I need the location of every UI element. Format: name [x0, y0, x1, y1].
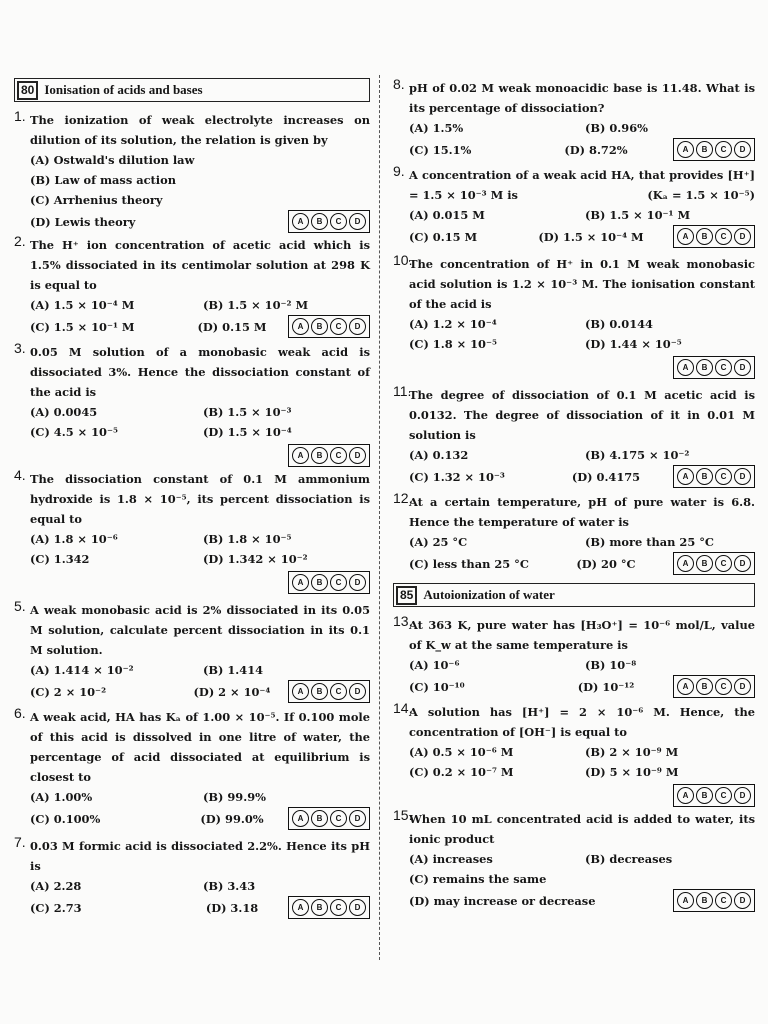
bubble-a[interactable]: A	[292, 683, 309, 700]
answer-bubbles	[288, 896, 370, 919]
option-b[interactable]: (B) more than 25 °C	[585, 535, 714, 549]
options	[409, 742, 755, 782]
bubble-a[interactable]: A	[292, 574, 309, 591]
bubble-d[interactable]: D	[734, 555, 751, 572]
question-stem: pH of 0.02 M weak monoacidic base is 11.48. What is its percentage of dissociation?	[409, 81, 755, 115]
options	[30, 529, 370, 569]
question-stem: The H⁺ ion concentration of acetic acid which is 1.5% dissociated in its centimolar solution at 298 K is equal to	[30, 238, 370, 292]
bubble-c[interactable]: C	[715, 678, 732, 695]
bubble-c[interactable]: C	[715, 228, 732, 245]
bubble-d[interactable]: D	[349, 899, 366, 916]
question-number: 3.	[14, 340, 26, 356]
options	[30, 295, 370, 315]
answer-bubbles	[288, 807, 370, 830]
answer-bubbles	[673, 138, 755, 161]
option-a[interactable]: (A) 1.2 × 10⁻⁴	[409, 317, 497, 331]
section-number: 85	[396, 586, 417, 605]
question-stem: When 10 mL concentrated acid is added to water, its ionic product	[409, 812, 755, 846]
option-d[interactable]: (D) 20 °C	[576, 556, 636, 571]
question-number: 12.	[393, 490, 413, 506]
ka-note: (Kₐ = 1.5 × 10⁻⁵)	[647, 188, 755, 202]
option-d[interactable]: (D) 99.0%	[200, 811, 264, 826]
option-c[interactable]: (C) 0.15 M	[409, 229, 478, 244]
options	[409, 532, 755, 552]
bubble-b[interactable]: B	[311, 810, 328, 827]
options	[409, 118, 755, 138]
bubble-b[interactable]: B	[311, 318, 328, 335]
bubble-c[interactable]: C	[330, 810, 347, 827]
left-column	[14, 78, 370, 919]
option-c[interactable]: (C) 15.1%	[409, 142, 472, 157]
question-number: 6.	[14, 705, 26, 721]
bubble-b[interactable]: B	[696, 678, 713, 695]
question-4	[14, 469, 370, 594]
option-d[interactable]: (D) 10⁻¹²	[577, 679, 635, 694]
question-stem: The degree of dissociation of 0.1 M acetic acid is 0.0132. The degree of dissociation of it in 0.01 M solution is	[409, 388, 755, 442]
bubble-b[interactable]: B	[696, 787, 713, 804]
question-stem: The ionization of weak electrolyte increases on dilution of its solution, the relation is given by	[30, 113, 370, 147]
options	[409, 655, 755, 675]
question-12	[393, 492, 755, 575]
question-11	[393, 385, 755, 488]
bubble-a[interactable]: A	[677, 141, 694, 158]
answer-bubbles	[288, 444, 370, 467]
option-a[interactable]: (A) 1.00%	[30, 790, 93, 804]
option-d[interactable]: (D) 1.5 × 10⁻⁴ M	[538, 229, 644, 244]
bubble-b[interactable]: B	[696, 141, 713, 158]
bubble-d[interactable]: D	[349, 213, 366, 230]
option-b[interactable]: (B) 0.96%	[585, 121, 648, 135]
bubble-a[interactable]: A	[292, 810, 309, 827]
option-b[interactable]: (B) 99.9%	[203, 790, 266, 804]
column-divider	[379, 75, 380, 960]
option-b[interactable]: (B) 4.175 × 10⁻²	[585, 448, 690, 462]
option-a[interactable]: (A) Ostwald's dilution law	[30, 153, 195, 167]
bubble-c[interactable]: C	[330, 899, 347, 916]
bubble-b[interactable]: B	[311, 447, 328, 464]
option-b[interactable]: (B) 1.5 × 10⁻¹ M	[585, 208, 691, 222]
bubble-c[interactable]: C	[330, 683, 347, 700]
bubble-a[interactable]: A	[292, 213, 309, 230]
bubble-d[interactable]: D	[349, 683, 366, 700]
option-b[interactable]: (B) 3.43	[203, 879, 256, 893]
bubble-c[interactable]: C	[715, 555, 732, 572]
question-number: 8.	[393, 76, 405, 92]
option-d[interactable]: (D) 1.342 × 10⁻²	[203, 552, 308, 566]
option-c[interactable]: (C) remains the same	[409, 872, 547, 886]
question-stem: 0.05 M solution of a monobasic weak acid is dissociated 3%. Hence the dissociation constant of the acid is	[30, 345, 370, 399]
option-c[interactable]: (C) 0.100%	[30, 811, 101, 826]
bubble-c[interactable]: C	[330, 318, 347, 335]
options	[30, 402, 370, 442]
question-2	[14, 235, 370, 338]
option-b[interactable]: (B) 2 × 10⁻⁹ M	[585, 745, 679, 759]
bubble-c[interactable]: C	[715, 787, 732, 804]
bubble-c[interactable]: C	[715, 359, 732, 376]
option-c[interactable]: (C) 2.73	[30, 900, 82, 915]
bubble-a[interactable]: A	[677, 555, 694, 572]
question-stem: At a certain temperature, pH of pure water is 6.8. Hence the temperature of water is	[409, 495, 755, 529]
option-c[interactable]: (C) 4.5 × 10⁻⁵	[30, 425, 118, 439]
bubble-d[interactable]: D	[734, 678, 751, 695]
bubble-d[interactable]: D	[349, 574, 366, 591]
option-b[interactable]: (B) Law of mass action	[30, 173, 177, 187]
option-b[interactable]: (B) decreases	[585, 852, 673, 866]
question-stem: The dissociation constant of 0.1 M ammonium hydroxide is 1.8 × 10⁻⁵, its percent dissociation is equal to	[30, 472, 370, 526]
options	[30, 876, 370, 896]
option-d[interactable]: (D) may increase or decrease	[409, 893, 596, 908]
answer-bubbles	[288, 315, 370, 338]
options	[30, 150, 370, 210]
bubble-c[interactable]: C	[715, 141, 732, 158]
question-number: 9.	[393, 163, 405, 179]
option-a[interactable]: (A) increases	[409, 852, 493, 866]
option-b[interactable]: (B) 1.5 × 10⁻³	[203, 405, 292, 419]
question-number: 7.	[14, 834, 26, 850]
bubble-b[interactable]: B	[696, 892, 713, 909]
option-d[interactable]: (D) 0.4175	[571, 469, 641, 484]
bubble-b[interactable]: B	[311, 574, 328, 591]
answer-bubbles	[673, 552, 755, 575]
question-number: 15.	[393, 807, 413, 823]
bubble-a[interactable]: A	[292, 447, 309, 464]
bubble-d[interactable]: D	[734, 228, 751, 245]
question-9	[393, 165, 755, 248]
option-c[interactable]: (C) 10⁻¹⁰	[409, 679, 465, 694]
answer-bubbles	[288, 210, 370, 233]
option-a[interactable]: (A) 0.0045	[30, 405, 98, 419]
bubble-a[interactable]: A	[677, 892, 694, 909]
section-title: Autoionization of water	[423, 587, 555, 602]
bubble-d[interactable]: D	[734, 787, 751, 804]
option-d[interactable]: (D) 5 × 10⁻⁹ M	[585, 765, 679, 779]
answer-bubbles	[673, 675, 755, 698]
bubble-c[interactable]: C	[330, 447, 347, 464]
option-c[interactable]: (C) less than 25 °C	[409, 556, 529, 571]
bubble-a[interactable]: A	[677, 678, 694, 695]
options	[30, 660, 370, 680]
question-stem: At 363 K, pure water has [H₃O⁺] = 10⁻⁶ mol/L, value of K_w at the same temperature is	[409, 618, 755, 652]
bubble-d[interactable]: D	[349, 318, 366, 335]
option-c[interactable]: (C) 0.2 × 10⁻⁷ M	[409, 765, 514, 779]
answer-bubbles	[673, 889, 755, 912]
option-a[interactable]: (A) 0.5 × 10⁻⁶ M	[409, 745, 514, 759]
question-13	[393, 615, 755, 698]
bubble-a[interactable]: A	[677, 787, 694, 804]
option-d[interactable]: (D) 0.15 M	[197, 319, 267, 334]
options	[409, 205, 755, 225]
bubble-b[interactable]: B	[311, 213, 328, 230]
option-d[interactable]: (D) Lewis theory	[30, 214, 136, 229]
options	[409, 849, 755, 869]
option-a[interactable]: (A) 2.28	[30, 879, 82, 893]
bubble-b[interactable]: B	[696, 228, 713, 245]
bubble-d[interactable]: D	[349, 447, 366, 464]
bubble-b[interactable]: B	[696, 468, 713, 485]
question-number: 10.	[393, 252, 413, 268]
question-number: 11.	[393, 383, 412, 399]
question-3	[14, 342, 370, 467]
option-c[interactable]: (C) 2 × 10⁻²	[30, 684, 107, 699]
option-c[interactable]: (C) 1.5 × 10⁻¹ M	[30, 319, 135, 334]
option-a[interactable]: (A) 10⁻⁶	[409, 658, 460, 672]
option-b[interactable]: (B) 1.5 × 10⁻² M	[203, 298, 309, 312]
option-d[interactable]: (D) 1.44 × 10⁻⁵	[585, 337, 682, 351]
question-number: 2.	[14, 233, 26, 249]
question-7	[14, 836, 370, 919]
question-stem: The concentration of H⁺ in 0.1 M weak monobasic acid solution is 1.2 × 10⁻³ M. The ionisation constant of the acid is	[409, 257, 755, 311]
bubble-a[interactable]: A	[292, 318, 309, 335]
bubble-a[interactable]: A	[677, 468, 694, 485]
options	[409, 445, 755, 465]
question-number: 4.	[14, 467, 26, 483]
bubble-c[interactable]: C	[715, 468, 732, 485]
option-c[interactable]: (C) 1.342	[30, 552, 90, 566]
question-stem: A weak acid, HA has Kₐ of 1.00 × 10⁻⁵. If 0.100 mole of this acid is dissolved in one litre of water, the percentage of acid dissociated at equilibrium is closest to	[30, 710, 370, 784]
bubble-b[interactable]: B	[696, 359, 713, 376]
bubble-a[interactable]: A	[292, 899, 309, 916]
answer-bubbles	[673, 465, 755, 488]
section-header-autoionization	[393, 583, 755, 607]
section-title: Ionisation of acids and bases	[44, 82, 203, 97]
answer-bubbles	[673, 225, 755, 248]
question-number: 5.	[14, 598, 26, 614]
bubble-d[interactable]: D	[734, 359, 751, 376]
question-number: 1.	[14, 108, 26, 124]
option-c[interactable]: (C) 1.32 × 10⁻³	[409, 469, 505, 484]
bubble-b[interactable]: B	[696, 555, 713, 572]
bubble-a[interactable]: A	[677, 359, 694, 376]
question-10	[393, 254, 755, 379]
bubble-c[interactable]: C	[330, 574, 347, 591]
answer-bubbles	[673, 356, 755, 379]
options-cont	[409, 869, 755, 889]
option-a[interactable]: (A) 25 °C	[409, 535, 468, 549]
option-c[interactable]: (C) Arrhenius theory	[30, 193, 163, 207]
option-d[interactable]: (D) 1.5 × 10⁻⁴	[203, 425, 292, 439]
bubble-b[interactable]: B	[311, 683, 328, 700]
section-number: 80	[17, 81, 38, 100]
question-stem: A concentration of a weak acid HA, that provides [H⁺] = 1.5 × 10⁻³ M is	[409, 168, 755, 202]
option-d[interactable]: (D) 2 × 10⁻⁴	[193, 684, 271, 699]
question-stem: A weak monobasic acid is 2% dissociated in its 0.05 M solution, calculate percent dissociation in its 0.1 M solution.	[30, 603, 370, 657]
option-a[interactable]: (A) 0.015 M	[409, 208, 485, 222]
bubble-d[interactable]: D	[349, 810, 366, 827]
option-d[interactable]: (D) 3.18	[205, 900, 259, 915]
option-a[interactable]: (A) 0.132	[409, 448, 469, 462]
option-b[interactable]: (B) 1.414	[203, 663, 264, 677]
question-8	[393, 78, 755, 161]
answer-bubbles	[288, 680, 370, 703]
question-number: 13.	[393, 613, 413, 629]
option-b[interactable]: (B) 10⁻⁸	[585, 658, 637, 672]
option-a[interactable]: (A) 1.414 × 10⁻²	[30, 663, 134, 677]
bubble-d[interactable]: D	[734, 892, 751, 909]
bubble-c[interactable]: C	[330, 213, 347, 230]
question-5	[14, 600, 370, 703]
options	[409, 314, 755, 354]
bubble-d[interactable]: D	[734, 141, 751, 158]
bubble-b[interactable]: B	[311, 899, 328, 916]
right-column	[393, 78, 755, 912]
option-a[interactable]: (A) 1.8 × 10⁻⁶	[30, 532, 118, 546]
question-14	[393, 702, 755, 807]
option-d[interactable]: (D) 8.72%	[564, 142, 628, 157]
option-a[interactable]: (A) 1.5%	[409, 121, 464, 135]
option-c[interactable]: (C) 1.8 × 10⁻⁵	[409, 337, 497, 351]
option-a[interactable]: (A) 1.5 × 10⁻⁴ M	[30, 298, 135, 312]
option-b[interactable]: (B) 1.8 × 10⁻⁵	[203, 532, 292, 546]
question-1	[14, 110, 370, 233]
question-15	[393, 809, 755, 912]
option-b[interactable]: (B) 0.0144	[585, 317, 653, 331]
answer-bubbles	[288, 571, 370, 594]
section-header-ionisation	[14, 78, 370, 102]
question-stem: 0.03 M formic acid is dissociated 2.2%. Hence its pH is	[30, 839, 370, 873]
question-6	[14, 707, 370, 830]
bubble-c[interactable]: C	[715, 892, 732, 909]
question-number: 14.	[393, 700, 413, 716]
bubble-d[interactable]: D	[734, 468, 751, 485]
options	[30, 787, 370, 807]
bubble-a[interactable]: A	[677, 228, 694, 245]
answer-bubbles	[673, 784, 755, 807]
question-stem: A solution has [H⁺] = 2 × 10⁻⁶ M. Hence, the concentration of [OH⁻] is equal to	[409, 705, 755, 739]
